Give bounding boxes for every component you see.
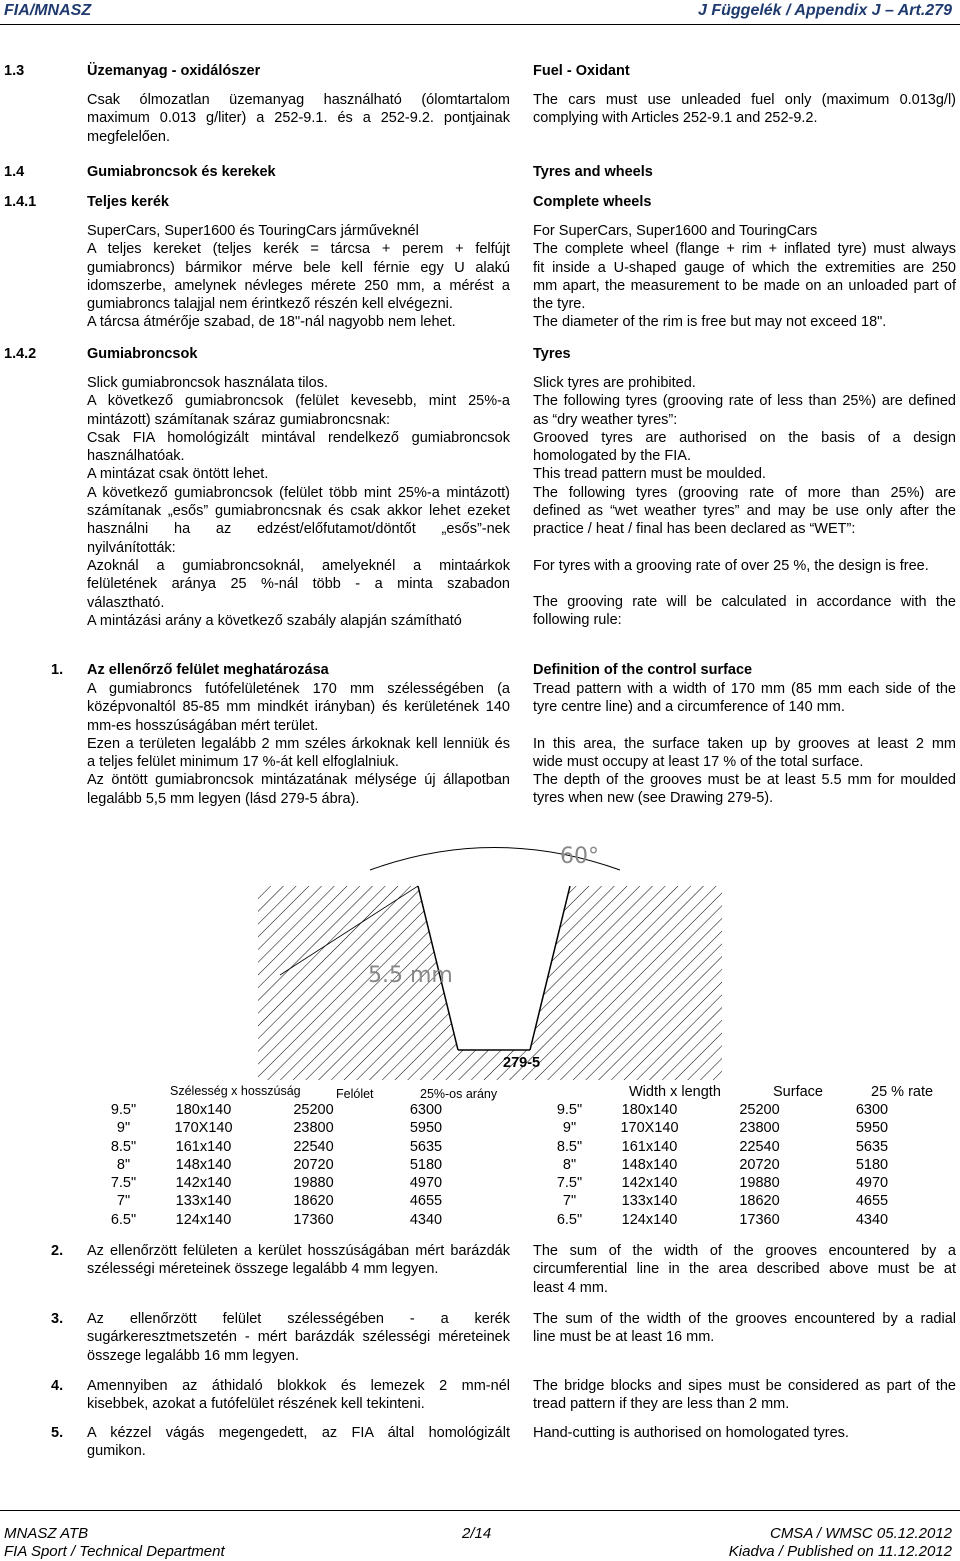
footer-left-2: FIA Sport / Technical Department: [4, 1543, 225, 1560]
table-cell: 18620: [293, 1193, 334, 1210]
text-line: Csak FIA homológizált mintával rendelkező gumiabroncsok: [87, 429, 510, 446]
text-line: A mintázat csak öntött lehet.: [87, 466, 269, 483]
table-cell: 5950: [855, 1120, 889, 1137]
section-title-hu: Gumiabroncsok és kerekek: [87, 164, 276, 180]
table-row: [542, 1101, 927, 1119]
table-row: [542, 1138, 927, 1156]
text-line: The grooving rate will be calculated in accordance with the: [533, 593, 956, 610]
text-line: összege legalább 16 mm legyen.: [87, 1347, 299, 1364]
tread-table-en: [542, 1101, 927, 1229]
text-line: nyilvánították:: [87, 539, 176, 556]
text-line: használhatóak.: [87, 448, 185, 465]
text-line: as “dry weather tyres”:: [533, 411, 678, 428]
text-line: The bridge blocks and sipes must be considered as part of the: [533, 1378, 956, 1394]
text-line: Hand-cutting is authorised on homologated tyres.: [533, 1425, 849, 1441]
text-line: This tread pattern must be moulded.: [533, 466, 766, 483]
text-line: maximum 0.013 g/liter) a 252-9.1. és a 252-9.2. pontjainak: [87, 110, 510, 127]
table-row: [96, 1119, 481, 1137]
text-line: gumiabroncs talajjal nem érintkező részén kell elvégezni.: [87, 296, 453, 313]
paragraph-en: [533, 1310, 956, 1347]
table-cell: 4340: [409, 1211, 443, 1228]
text-line: Csak ólmozatlan üzemanyag használható (ólomtartalom: [87, 92, 510, 108]
text-line: választható.: [87, 594, 165, 611]
text-line: mm apart, the measurement to be made on an unloaded part of: [533, 277, 956, 294]
paragraph-en: [533, 222, 956, 332]
table-cell: 5950: [409, 1120, 443, 1137]
text-line: least 4 mm.: [533, 1279, 608, 1296]
table-cell: 19880: [739, 1175, 780, 1192]
text-line: A következő gumiabroncsok (felület több mint 25%-a mintázott): [87, 484, 510, 501]
header-right: J Függelék / Appendix J – Art.279: [698, 2, 952, 19]
text-line: legalább 5,5 mm legyen (lásd 279-5 ábra).: [87, 790, 360, 807]
text-line: defined as “wet weather tyres” and may be use only after the: [533, 503, 956, 520]
footer-left-1: MNASZ ATB: [4, 1525, 89, 1542]
text-line: Slick tyres are prohibited.: [533, 375, 696, 391]
table-row: [96, 1138, 481, 1156]
table-cell: 124x140: [621, 1211, 678, 1228]
text-line: practice / heat / final has been declared as “WET”:: [533, 521, 856, 538]
text-line: gumikon.: [87, 1443, 146, 1460]
table-cell: 8.5": [110, 1138, 137, 1155]
table-cell: 9.5": [110, 1102, 137, 1118]
paragraph-hu: [87, 1310, 510, 1365]
table-cell: 9": [116, 1120, 131, 1137]
section-title-en: Tyres and wheels: [533, 164, 653, 180]
table-cell: 22540: [739, 1138, 780, 1155]
text-line: a teljes felület minimum 17 %-át kell elfoglalniuk.: [87, 754, 399, 771]
table-cell: 5635: [855, 1138, 889, 1155]
text-line: The sum of the width of the grooves encountered by a radial: [533, 1311, 956, 1327]
section-title-hu: Üzemanyag - oxidálószer: [87, 63, 261, 79]
table-cell: 5180: [855, 1156, 889, 1173]
table-cell: 180x140: [621, 1102, 678, 1118]
footer-right-2: Kiadva / Published on 11.12.2012: [728, 1543, 952, 1560]
item-number: 3.: [51, 1311, 64, 1327]
text-line: A gumiabroncs futófelületének 170 mm szélességében (a: [87, 681, 510, 697]
table-cell: 20720: [293, 1156, 334, 1173]
paragraph-hu: [87, 91, 510, 146]
table-row: [542, 1156, 927, 1174]
table-row: [96, 1156, 481, 1174]
item-title-hu: Az ellenőrző felület meghatározása: [87, 662, 329, 678]
text-line: A kézzel vágás megengedett, az FIA által homológizált: [87, 1425, 510, 1441]
footer-rule: [0, 1510, 960, 1511]
text-line: középvonaltól 85-85 mm mindkét irányban) és kerületének 140: [87, 699, 510, 716]
table-cell: 8.5": [556, 1138, 583, 1155]
header-left: FIA/MNASZ: [4, 2, 92, 19]
footer-right-1: CMSA / WMSC 05.12.2012: [769, 1525, 952, 1542]
text-line: complying with Articles 252-9.1 and 252-9.2.: [533, 110, 818, 127]
section-number: 1.3: [4, 63, 25, 79]
table-cell: 8": [116, 1156, 131, 1173]
text-line: mintázott) számítanak száraz gumiabroncsnak:: [87, 411, 391, 428]
table-cell: 6300: [409, 1102, 443, 1118]
table-cell: 8": [562, 1156, 577, 1173]
section-number: 1.4.2: [4, 346, 37, 362]
text-line: line must be at least 16 mm.: [533, 1329, 715, 1346]
paragraph-hu: [87, 1424, 510, 1461]
table-cell: 4655: [409, 1193, 443, 1210]
paragraph-hu: [87, 1377, 510, 1414]
depth-label: 5.5 mm: [368, 963, 453, 988]
th-rate-en: 25 % rate: [871, 1084, 934, 1100]
table-cell: 25200: [293, 1102, 334, 1118]
table-cell: 4970: [409, 1175, 443, 1192]
paragraph-hu: [87, 374, 510, 630]
angle-label: 60°: [560, 844, 599, 869]
header-rule: [0, 24, 960, 25]
text-line: használni ha az edzést/előfutamot/döntőt „esős”-nek: [87, 521, 510, 538]
text-line: The following tyres (grooving rate of less than 25%) are defined: [533, 393, 956, 410]
text-line: idomszerbe, amelynek névleges mérete 250 mm, a mérést a: [87, 277, 510, 294]
text-line: A tárcsa átmérője szabad, de 18"-nál nagyobb nem lehet.: [87, 314, 456, 331]
table-cell: 161x140: [175, 1138, 232, 1155]
th-surface: Felólet: [336, 1087, 374, 1101]
section-title-hu: Gumiabroncsok: [87, 346, 198, 362]
th-surface-en: Surface: [773, 1084, 823, 1100]
table-cell: 7.5": [556, 1175, 583, 1192]
item-number: 4.: [51, 1378, 64, 1394]
table-cell: 6.5": [110, 1211, 137, 1228]
drawing-caption: 279-5: [503, 1055, 541, 1071]
text-line: following rule:: [533, 612, 622, 629]
text-line: wide must occupy at least 17 % of the total surface.: [533, 753, 864, 770]
paragraph-en: [533, 1424, 956, 1442]
table-cell: 17360: [293, 1211, 334, 1228]
text-line: the tyre.: [533, 296, 586, 313]
text-line: Az ellenőrzött felületen a kerület hosszúságában mért barázdák: [87, 1243, 510, 1259]
section-title-en: Complete wheels: [533, 194, 652, 210]
text-line: tyres when new (see Drawing 279-5).: [533, 790, 774, 807]
text-line: szélességi méreteinek összege legalább 4 mm legyen.: [87, 1261, 439, 1278]
text-line: The complete wheel (flange + rim + inflated tyre) must always: [533, 241, 956, 258]
text-line: Grooved tyres are authorised on the basis of a design: [533, 429, 956, 446]
table-cell: 180x140: [175, 1102, 232, 1118]
table-cell: 9": [562, 1120, 577, 1137]
text-line: Az öntött gumiabroncsok mintázatának mélysége új állapotban: [87, 772, 510, 789]
paragraph-en: [533, 91, 956, 128]
th-width-length: Szélesség x hosszúság: [170, 1084, 301, 1098]
table-cell: 6.5": [556, 1211, 583, 1228]
table-cell: 142x140: [175, 1175, 232, 1192]
page-header: [0, 0, 960, 30]
th-width-length-en: Width x length: [629, 1084, 721, 1100]
text-line: Az ellenőrzött felület szélességében - a kerék: [87, 1311, 510, 1327]
table-cell: 17360: [739, 1211, 780, 1228]
table-cell: 23800: [293, 1120, 334, 1137]
table-row: [96, 1192, 481, 1210]
table-row: [96, 1174, 481, 1192]
text-line: kisebbek, azokat a futófelület részének kell tekinteni.: [87, 1396, 425, 1413]
table-cell: 7": [116, 1193, 131, 1210]
table-cell: 18620: [739, 1193, 780, 1210]
text-line: SuperCars, Super1600 és TouringCars járműveknél: [87, 223, 419, 239]
table-cell: 9.5": [556, 1102, 583, 1118]
text-line: The sum of the width of the grooves encountered by a: [533, 1243, 956, 1259]
text-line: The following tyres (grooving rate of more than 25%) are: [533, 484, 956, 501]
table-cell: 5635: [409, 1138, 443, 1155]
text-line: Ezen a területen legalább 2 mm széles árkoknak kell lenniük és: [87, 735, 510, 752]
item-number: 2.: [51, 1243, 64, 1259]
paragraph-hu: [87, 680, 510, 808]
table-cell: 170X140: [620, 1120, 679, 1137]
table-row: [96, 1211, 481, 1229]
table-cell: 142x140: [621, 1175, 678, 1192]
table-row: [542, 1174, 927, 1192]
text-line: A következő gumiabroncsok (felület kevesebb, mint 25%-a: [87, 393, 510, 410]
text-line: fit inside a U-shaped gauge of which the extremities are 250: [533, 259, 956, 276]
text-line: The diameter of the rim is free but may not exceed 18".: [533, 314, 887, 331]
text-line: For SuperCars, Super1600 and TouringCars: [533, 223, 818, 239]
paragraph-en: [533, 1377, 956, 1414]
text-line: tread pattern if they are less than 2 mm.: [533, 1396, 790, 1413]
paragraph-en: [533, 680, 956, 808]
table-cell: 4970: [855, 1175, 889, 1192]
table-cell: 22540: [293, 1138, 334, 1155]
footer-page-number: 2/14: [462, 1525, 492, 1542]
table-row: [542, 1119, 927, 1137]
groove-drawing: [250, 830, 730, 1090]
text-line: felületének aránya 25 %-nál több - a minta szabadon: [87, 576, 510, 593]
table-cell: 23800: [739, 1120, 780, 1137]
table-cell: 4340: [855, 1211, 889, 1228]
table-cell: 170X140: [174, 1120, 233, 1137]
item-number: 1.: [51, 662, 64, 678]
text-line: A mintázási arány a következő szabály alapján számítható: [87, 612, 462, 629]
paragraph-hu: [87, 222, 510, 332]
table-row: [542, 1211, 927, 1229]
paragraph-hu: [87, 1242, 510, 1279]
table-cell: 148x140: [621, 1156, 678, 1173]
text-line: A teljes kereket (teljes kerék = tárcsa + perem + felfújt: [87, 241, 510, 258]
text-line: homologated by the FIA.: [533, 448, 691, 465]
text-line: számítanak „esős” gumiabroncsnak és csak akkor lehet ezeket: [87, 503, 510, 520]
text-line: Azoknál a gumiabroncsoknál, amelyeknél a mintaárkok: [87, 557, 510, 574]
text-line: Tread pattern with a width of 170 mm (85 mm each side of the: [533, 681, 956, 697]
section-number: 1.4.1: [4, 194, 37, 210]
table-cell: 161x140: [621, 1138, 678, 1155]
table-cell: 19880: [293, 1175, 334, 1192]
text-line: mm-es hosszúságában mért terület.: [87, 717, 319, 734]
text-line: The depth of the grooves must be at least 5.5 mm for moulded: [533, 772, 956, 789]
section-title-hu: Teljes kerék: [87, 194, 169, 210]
th-rate: 25%-os arány: [420, 1087, 498, 1101]
text-line: Slick gumiabroncsok használata tilos.: [87, 375, 328, 391]
table-cell: 124x140: [175, 1211, 232, 1228]
table-cell: 7.5": [110, 1175, 137, 1192]
paragraph-en: [533, 374, 956, 630]
table-cell: 133x140: [175, 1193, 232, 1210]
text-line: circumferential line in the area described above must be at: [533, 1261, 956, 1278]
item-title-en: Definition of the control surface: [533, 662, 753, 678]
tread-table-hu: [96, 1101, 481, 1229]
table-row: [96, 1101, 481, 1119]
table-cell: 20720: [739, 1156, 780, 1173]
table-cell: 148x140: [175, 1156, 232, 1173]
table-cell: 4655: [855, 1193, 889, 1210]
text-line: sugárkeresztmetszetén - mért barázdák szélességi méreteinek: [87, 1329, 510, 1346]
text-line: gumiabroncs) bármikor mérve bele kell férnie egy U alakú: [87, 259, 510, 276]
table-cell: 25200: [739, 1102, 780, 1118]
text-line: tyre centre line) and a circumference of 140 mm.: [533, 699, 845, 716]
section-number: 1.4: [4, 164, 25, 180]
table-cell: 6300: [855, 1102, 889, 1118]
section-title-en: Fuel - Oxidant: [533, 63, 630, 79]
table-row: [542, 1192, 927, 1210]
text-line: megfelelően.: [87, 128, 171, 145]
item-number: 5.: [51, 1425, 64, 1441]
table-cell: 5180: [409, 1156, 443, 1173]
table-cell: 133x140: [621, 1193, 678, 1210]
text-line: Amennyiben az áthidaló blokkok és lemezek 2 mm-nél: [87, 1378, 510, 1394]
text-line: For tyres with a grooving rate of over 25 %, the design is free.: [533, 557, 929, 574]
paragraph-en: [533, 1242, 956, 1297]
section-title-en: Tyres: [533, 346, 571, 362]
text-line: In this area, the surface taken up by grooves at least 2 mm: [533, 735, 956, 752]
table-cell: 7": [562, 1193, 577, 1210]
text-line: The cars must use unleaded fuel only (maximum 0.013g/l): [533, 92, 956, 108]
